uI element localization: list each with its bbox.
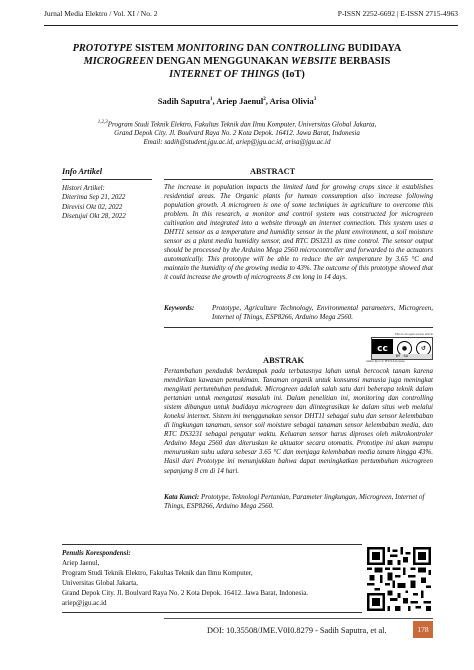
divider xyxy=(62,544,362,545)
article-info-heading: Info Artikel xyxy=(62,167,103,176)
received-date: Diterima Sep 21, 2022 xyxy=(62,193,126,202)
author-2: Ariep Jaenul xyxy=(216,96,264,106)
revised-date: Direvisi Okt 02, 2022 xyxy=(62,202,123,211)
abstrak-body: Pertambahan penduduk berdampak pada terbatasnya lahan untuk bercocok tanam karena mendirikan kawasan pemukiman. Tanaman organik untuk konsumsi manusia juga meningkat mengikuti pertumbuhan penduduk. Microgreen adalah salah satu dari beberapa teknik dalam pertanian untuk mengatasi masalah ini. Dalam penelitian ini, monitoring dan controlling sistem dibangun untuk budidaya microgreen dan diintegrasikan ke dalam situs web melalui koneksi internet. Sistem ini menggunakan sensor DHT11 sebagai suhu dan sensor kelembaban di lingkungan tanaman, sensor soil moisture sebagai tanaman sensor kelembaban media, dan RTC DS3231 sebagai pengatur waktu. Keluaran sensor harus diproses oleh mikrokontroler Arduino Mega 2560 dan diteruskan ke aktuator secara otomatis. Prototipe ini akan mampu menurunkan suhu udara sebesar 3.65 °C dan menjaga kelembaban media tanam hingga 43%. Hasil dari Prototype ini menunjukkan bahwa dapat meningkatkan pertumbuhan microgreen sepanjang 8 cm di 14 hari. xyxy=(164,367,433,475)
abstract-heading: ABSTRACT xyxy=(250,167,296,176)
header-rule xyxy=(44,25,458,26)
running-header xyxy=(44,7,458,21)
author-3: Arisa Olivia xyxy=(269,96,314,106)
abstrak-heading: ABSTRAK xyxy=(263,355,305,365)
divider xyxy=(62,612,362,613)
issn: P-ISSN 2252-6692 | E-ISSN 2715-4963 xyxy=(337,9,458,18)
divider xyxy=(164,327,433,328)
article-history: Histori Artikel: Diterima Sep 21, 2022 Direvisi Okt 02, 2022 Disetujui Okt 28, 2022 xyxy=(62,184,126,220)
keywords: Keywords: Prototype, Agriculture Technology, Environmental parameters, Microgreen, Internet of Things, ESP8266, Arduino Mega 2560. xyxy=(164,304,433,321)
page-number: 178 xyxy=(413,621,433,638)
accepted-date: Disetujui Okt 28, 2022 xyxy=(62,211,126,220)
email-line: Email: sadih@student.jgu.ac.id, ariep@jgu.ac.id, arisa@jgu.ac.id xyxy=(143,138,331,147)
cc-logo-icon: cc xyxy=(372,339,393,358)
license-caption: under the CC BY-SA license xyxy=(366,359,405,363)
affiliation: $^{1,2,3}$Program Studi Teknik Elektro, Fakultas Teknik dan Ilmu Komputer, Universitas Global Jakarta, Grand Depok City. Jl. Boulvard Raya No. 2 Kota Depok. 16412. Jawa Barat, Indonesia Email: sadih@student.jgu.ac.id, ariep@jgu.ac.id, arisa@jgu.ac.id xyxy=(60,118,414,147)
paper-title: PROTOTYPE SISTEM MONITORING DAN CONTROLLING BUDIDAYA MICROGREEN DENGAN MENGGUNAKAN WEBSITE BERBASIS INTERNET OF THINGS (IoT) xyxy=(72,43,402,80)
divider xyxy=(62,179,152,180)
cc-license-badge[interactable]: cc ● ↺ BY SA xyxy=(371,337,433,360)
journal-name: Jurnal Media Elektro / Vol. XI / No. 2 xyxy=(44,9,158,18)
author-list: Sadih Saputra$^1$, Ariep Jaenul$^2$, Arisa Olivia$^3$ xyxy=(157,96,317,106)
footer-rule xyxy=(164,618,433,619)
qr-code-icon[interactable] xyxy=(367,547,431,611)
author-1: Sadih Saputra xyxy=(157,96,210,106)
attribution-icon: ● xyxy=(397,341,412,356)
kata-kunci: Kata Kunci: Prototype, Teknologi Pertanian, Parameter lingkungan, Microgreen, Internet of Things, ESP8266, Arduino Mega 2560. xyxy=(164,493,425,510)
share-alike-icon: ↺ xyxy=(416,341,431,356)
divider xyxy=(164,179,433,180)
open-access-note: This is an open access article xyxy=(394,332,433,336)
doi-citation[interactable]: DOI: 10.35508/JME.V0I0.8279 - Sadih Saputra, et al. xyxy=(207,626,387,635)
abstract-body: The increase in population impacts the limited land for growing crops since it establishes residential areas. The Organic plants for human consumption also increase following population growth. A microgreen is one of some techniques in agriculture to overcome this problem. In this research, a monitor and control system was constructed for microgreen cultivation and integrated into a website through an internet connection. This system uses a DHT11 sensor as a temperature and humidity sensor in the plant environment, a soil moisture sensor as a plant media humidity sensor, and RTC DS3231 as time control. The sensor output should be processed by the Arduino Mega 2560 microcontroller and forwarded to the actuators automatically. This prototype will be able to reduce the air temperature by 3.65 °C and maintain the humidity of the growing media to 43%. The outcome of this prototype showed that it could increase the growth of microgreens 8 cm long in 14 days. xyxy=(164,183,433,282)
corresponding-email: ariep@jgu.ac.id xyxy=(62,599,107,607)
corresponding-author: Penulis Korespondensi: Ariep Jaenul, Program Studi Teknik Elektro, Fakultas Teknik dan Ilmu Komputer, Universitas Global Jakarta, Grand Depok City. Jl. Boulvard Raya No. 2 Kota Depok. 16412. Jawa Barat, Indonesia. ariep@jgu.ac.id xyxy=(62,549,309,607)
